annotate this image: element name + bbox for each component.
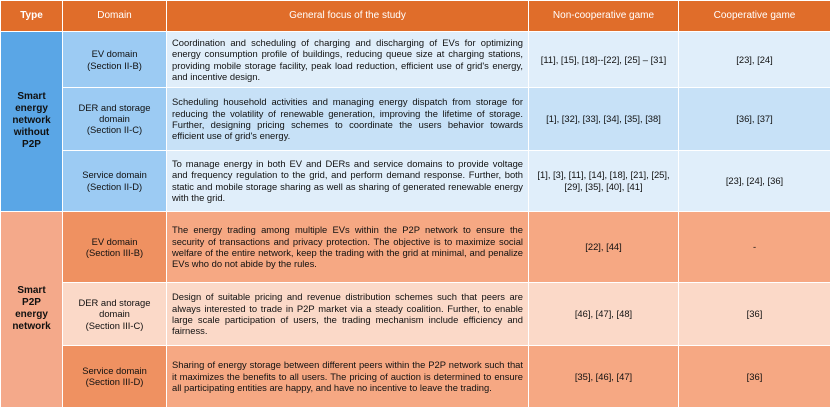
focus-cell: To manage energy in both EV and DERs and service domains to provide voltage and frequency regulation to the grid, and perform demand response. Further, both static and mobile storage sharing as well as sharing of generated renewable energy with the grid. (167, 150, 529, 211)
table-row (1, 211, 830, 283)
type-line: without (13, 127, 50, 139)
domain-line: Service domain (82, 365, 147, 377)
domain-line: DER and storage (78, 101, 151, 113)
domain-cell (63, 211, 167, 283)
header-type: Type (1, 1, 63, 32)
domain-line: (Section II-D) (86, 180, 143, 192)
type-cell-p2p (1, 211, 63, 407)
type-line: P2P (22, 139, 41, 151)
domain-line: DER and storage (78, 297, 151, 309)
domain-cell (63, 150, 167, 211)
header-row (1, 1, 830, 32)
noncooperative-refs: [22], [44] (529, 211, 679, 283)
domain-line: (Section III-B) (85, 247, 144, 259)
cooperative-refs: [36], [37] (679, 88, 830, 150)
header-focus: General focus of the study (167, 1, 529, 32)
type-line: network (12, 115, 51, 127)
focus-cell: Design of suitable pricing and revenue distribution schemes such that peers are always interested to trade in P2P market via a steady coalition. Further, to enable large scale participation of users, the trading mechanism include efficiency and fairness. (167, 283, 529, 345)
domain-line: EV domain (91, 48, 138, 60)
type-line: Smart (17, 285, 46, 297)
domain-line: (Section II-C) (86, 124, 143, 136)
type-line: P2P (22, 297, 41, 309)
noncooperative-refs: [11], [15], [18]--[22], [25] – [31] (529, 32, 679, 88)
type-cell-without-p2p (1, 32, 63, 212)
domain-line: EV domain (91, 235, 138, 247)
domain-line: domain (99, 308, 130, 320)
focus-cell: Coordination and scheduling of charging and discharging of EVs for optimizing energy consumption profile of buildings, reducing queue size at charging stations, providing mobile storage facility, peak load reduction, efficient use of grid's energy, and incentive design. (167, 32, 529, 88)
header-cooperative: Cooperative game (679, 1, 830, 32)
focus-cell: Scheduling household activities and managing energy dispatch from storage for reducing the volatility of renewable generation, improving the lifetime of storage. Further, designing pricing schemes to coordinate the users behavior towards efficient use of grid's energy. (167, 88, 529, 150)
domain-cell (63, 283, 167, 345)
domain-cell (63, 88, 167, 150)
domain-line: domain (99, 113, 130, 125)
cooperative-refs: [23], [24] (679, 32, 830, 88)
type-line: Smart (17, 91, 46, 103)
table-row (1, 345, 830, 407)
cooperative-refs: [36] (679, 283, 830, 345)
domain-line: (Section III-D) (85, 376, 144, 388)
domain-line: (Section II-B) (87, 59, 142, 71)
cooperative-refs: - (679, 211, 830, 283)
noncooperative-refs: [35], [46], [47] (529, 345, 679, 407)
domain-cell (63, 32, 167, 88)
type-line: energy (15, 103, 48, 115)
table-row (1, 283, 830, 345)
domain-cell (63, 345, 167, 407)
focus-cell: Sharing of energy storage between different peers within the P2P network such that it maximizes the benefits to all users. The pricing of auction is determined to ensure all participating entities are happy, and have no incentive to leave the trading. (167, 345, 529, 407)
domain-line: Service domain (82, 169, 147, 181)
header-noncooperative: Non-cooperative game (529, 1, 679, 32)
focus-cell: The energy trading among multiple EVs within the P2P network to ensure the security of transactions and privacy protection. The objective is to maximize social welfare of the entire network, keep the trading with the grid at minimal, and penalize EVs who do not abide by the rules. (167, 211, 529, 283)
table-row (1, 150, 830, 211)
table-row (1, 32, 830, 88)
cooperative-refs: [23], [24], [36] (679, 150, 830, 211)
noncooperative-refs: [1], [32], [33], [34], [35], [38] (529, 88, 679, 150)
type-line: energy (15, 309, 48, 321)
noncooperative-refs: [46], [47], [48] (529, 283, 679, 345)
header-domain: Domain (63, 1, 167, 32)
domain-line: (Section III-C) (85, 319, 144, 331)
cooperative-refs: [36] (679, 345, 830, 407)
noncooperative-refs: [1], [3], [11], [14], [18], [21], [25], [29], [35], [40], [41] (529, 150, 679, 211)
type-line: network (12, 321, 51, 333)
table-row (1, 88, 830, 150)
